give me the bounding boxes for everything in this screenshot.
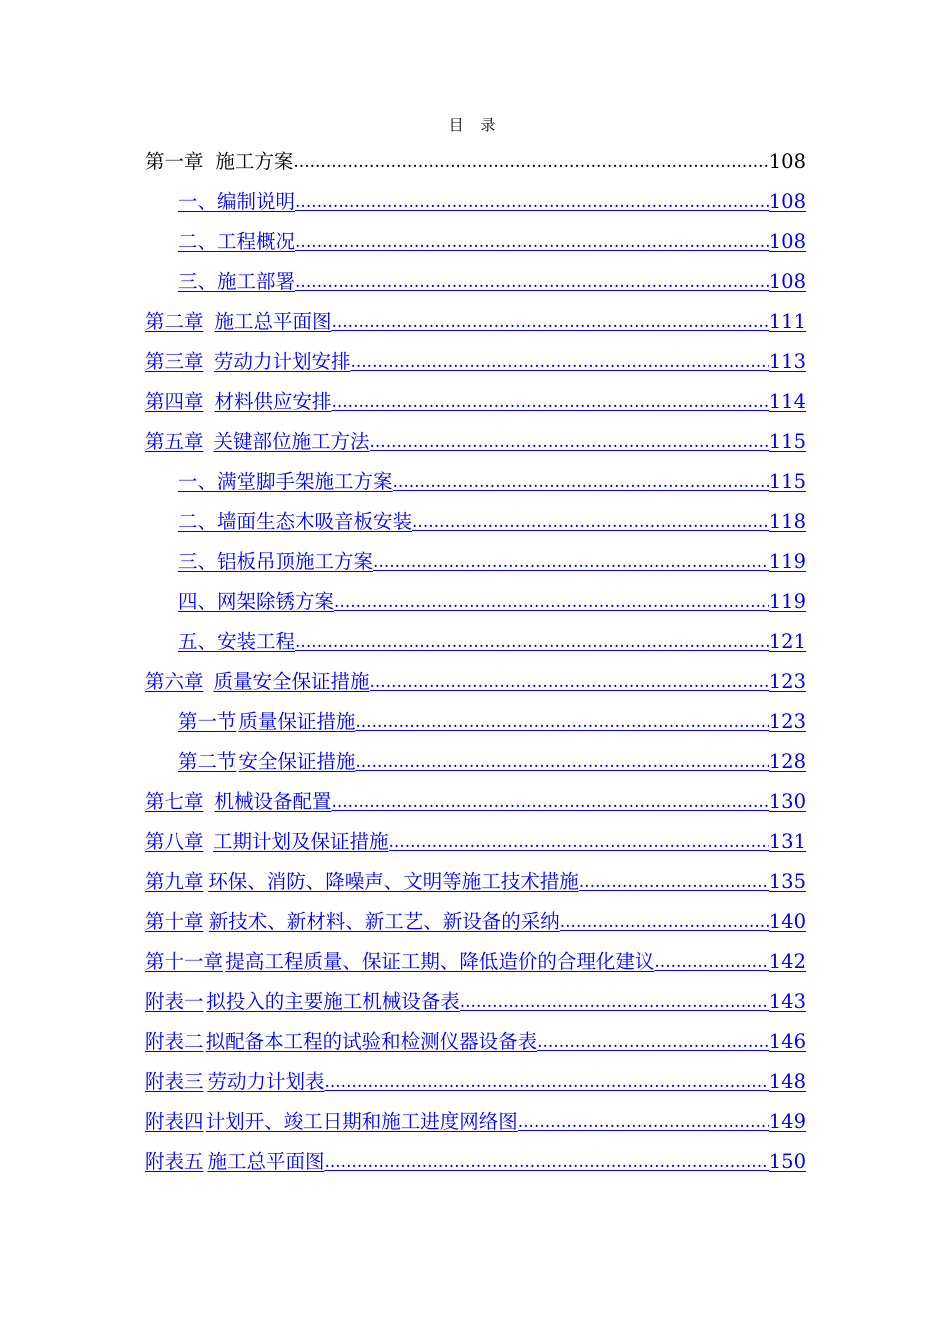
toc-link[interactable] [178,269,806,295]
toc-page-number: 114 [768,390,806,413]
toc-link[interactable] [178,629,806,655]
toc-page-number: 108 [768,190,806,213]
toc-entry-number: 第二节 [178,750,237,773]
toc-entry-title: 工期计划及保证措施 [213,830,389,853]
toc-page-number: 142 [768,950,806,973]
toc-leader-dots [324,1069,768,1095]
toc-entry-title: 劳动力计划表 [207,1070,325,1093]
toc-leader-dots [518,1109,769,1135]
toc-leader-dots [331,389,768,415]
toc-leader-dots [393,469,769,495]
toc-entry [145,662,806,702]
toc-page-number: 143 [768,990,806,1013]
toc-link[interactable] [145,989,806,1015]
toc-link[interactable] [145,949,806,975]
toc-page-number: 115 [768,470,806,493]
toc-entry-number: 第二章 [145,310,204,333]
toc-page-number: 119 [768,550,806,573]
toc-list [145,142,806,1182]
toc-link[interactable] [145,389,806,415]
toc-entry-number: 第七章 [145,790,204,813]
toc-leader-dots [331,789,768,815]
toc-leader-dots [295,229,769,255]
toc-link[interactable] [178,589,806,615]
toc-entry-gap [204,789,215,815]
toc-leader-dots [389,829,769,855]
toc-link[interactable] [178,709,806,735]
toc-entry-title: 材料供应安排 [214,390,332,413]
toc-link[interactable] [145,309,806,335]
toc-entry [145,182,806,222]
toc-link[interactable] [145,789,806,815]
toc-entry-number: 第九章 [145,870,204,893]
toc-page-number: 108 [768,230,806,253]
toc-page-number: 149 [768,1110,806,1133]
toc-entry-title: 新技术、新材料、新工艺、新设备的采纳 [208,910,560,933]
toc-entry-gap [204,309,215,335]
toc-entry-number: 第六章 [145,670,204,693]
toc-entry [145,382,806,422]
toc-leader-dots [324,1149,768,1175]
toc-entry-gap [204,829,214,855]
toc-page-number: 130 [768,790,806,813]
toc-title: 目 录 [448,116,502,134]
toc-entry-title: 五、安装工程 [178,630,296,653]
toc-leader-dots [373,549,769,575]
toc-entry-gap [204,349,214,375]
toc-page-number: 108 [768,270,806,293]
toc-entry [145,142,806,182]
toc-link[interactable] [145,1029,806,1055]
toc-link[interactable] [145,829,806,855]
toc-leader-dots [370,429,769,455]
toc-page-number: 123 [768,710,806,733]
toc-leader-dots [355,709,768,735]
toc-leader-dots [654,949,768,975]
toc-page-number: 108 [768,150,806,173]
toc-link[interactable] [145,149,806,175]
toc-entry-gap [204,389,215,415]
toc-leader-dots [293,149,768,175]
toc-entry-number: 第一节 [178,710,237,733]
toc-link[interactable] [178,509,806,535]
toc-entry [145,782,806,822]
toc-entry-title: 质量保证措施 [238,710,356,733]
toc-entry-title: 二、工程概况 [178,230,296,253]
toc-entry-title: 施工总平面图 [214,310,332,333]
toc-entry-gap [204,429,214,455]
toc-entry [145,302,806,342]
toc-leader-dots [579,869,769,895]
toc-entry-title: 质量安全保证措施 [213,670,370,693]
toc-entry-title: 机械设备配置 [214,790,332,813]
toc-entry [145,742,806,782]
toc-entry-gap [204,149,216,175]
toc-page-number: 128 [768,750,806,773]
toc-link[interactable] [178,189,806,215]
toc-entry [145,1022,806,1062]
toc-link[interactable] [145,1109,806,1135]
toc-page-number: 146 [768,1030,806,1053]
toc-page-number: 111 [768,310,806,333]
toc-page-number: 119 [768,590,806,613]
toc-entry [145,622,806,662]
toc-link[interactable] [178,469,806,495]
toc-entry-title: 三、铝板吊顶施工方案 [178,550,374,573]
toc-entry-number: 附表一 [145,990,204,1013]
toc-page-number: 121 [768,630,806,653]
toc-entry-title: 计划开、竣工日期和施工进度网络图 [205,1110,518,1133]
toc-leader-dots [412,509,769,535]
toc-entry [145,942,806,982]
toc-entry [145,862,806,902]
toc-page-number: 140 [768,910,806,933]
toc-leader-dots [334,589,769,615]
toc-entry [145,542,806,582]
toc-entry [145,502,806,542]
toc-link[interactable] [145,349,806,375]
toc-entry [145,1142,806,1182]
toc-page-number: 118 [768,510,806,533]
toc-entry [145,582,806,622]
toc-entry-title: 一、满堂脚手架施工方案 [178,470,393,493]
toc-link[interactable] [178,229,806,255]
toc-entry-title: 三、施工部署 [178,270,296,293]
toc-entry-title: 拟配备本工程的试验和检测仪器设备表 [205,1030,538,1053]
toc-entry [145,1062,806,1102]
toc-entry-number: 第一章 [145,150,204,173]
toc-page-number: 131 [768,830,806,853]
toc-entry-title: 施工总平面图 [207,1150,325,1173]
toc-entry [145,902,806,942]
toc-entry-title: 四、网架除锈方案 [178,590,335,613]
toc-page-number: 113 [768,350,806,373]
toc-page-number: 135 [768,870,806,893]
toc-link[interactable] [145,669,806,695]
toc-link[interactable] [145,429,806,455]
toc-link[interactable] [145,909,806,935]
toc-entry-number: 附表二 [145,1030,204,1053]
toc-leader-dots [295,269,769,295]
toc-page-number: 123 [768,670,806,693]
toc-entry [145,422,806,462]
toc-link[interactable] [178,749,806,775]
toc-page-number: 150 [768,1150,806,1173]
toc-entry-title: 劳动力计划安排 [213,350,351,373]
toc-link[interactable] [145,1069,806,1095]
toc-leader-dots [355,749,768,775]
toc-entry [145,262,806,302]
toc-link[interactable] [145,869,806,895]
toc-entry-title: 关键部位施工方法 [213,430,370,453]
toc-entry-number: 第四章 [145,390,204,413]
toc-entry [145,342,806,382]
toc-page-number: 148 [768,1070,806,1093]
toc-entry-number: 第五章 [145,430,204,453]
toc-entry-title: 一、编制说明 [178,190,296,213]
toc-leader-dots [350,349,768,375]
toc-leader-dots [295,189,769,215]
toc-entry-number: 附表五 [145,1150,204,1173]
toc-entry-number: 第八章 [145,830,204,853]
toc-entry-title: 提高工程质量、保证工期、降低造价的合理化建议 [225,950,655,973]
toc-leader-dots [560,909,769,935]
toc-entry-number: 附表四 [145,1110,204,1133]
toc-leader-dots [295,629,769,655]
toc-entry-title: 安全保证措施 [238,750,356,773]
toc-entry [145,222,806,262]
toc-entry-title: 二、墙面生态木吸音板安装 [178,510,413,533]
toc-entry-title: 施工方案 [215,150,294,173]
toc-page-number: 115 [768,430,806,453]
toc-entry-number: 第十一章 [145,950,224,973]
toc-entry-number: 第十章 [145,910,204,933]
toc-entry [145,982,806,1022]
toc-link[interactable] [178,549,806,575]
toc-entry [145,1102,806,1142]
toc-entry-number: 第三章 [145,350,204,373]
toc-entry [145,822,806,862]
toc-entry [145,702,806,742]
toc-leader-dots [331,309,768,335]
toc-leader-dots [370,669,769,695]
toc-entry [145,462,806,502]
toc-entry-gap [204,669,214,695]
toc-entry-number: 附表三 [145,1070,204,1093]
toc-leader-dots [537,1029,769,1055]
toc-entry-title: 环保、消防、降噪声、文明等施工技术措施 [208,870,579,893]
toc-link[interactable] [145,1149,806,1175]
toc-entry-title: 拟投入的主要施工机械设备表 [206,990,460,1013]
toc-leader-dots [460,989,769,1015]
